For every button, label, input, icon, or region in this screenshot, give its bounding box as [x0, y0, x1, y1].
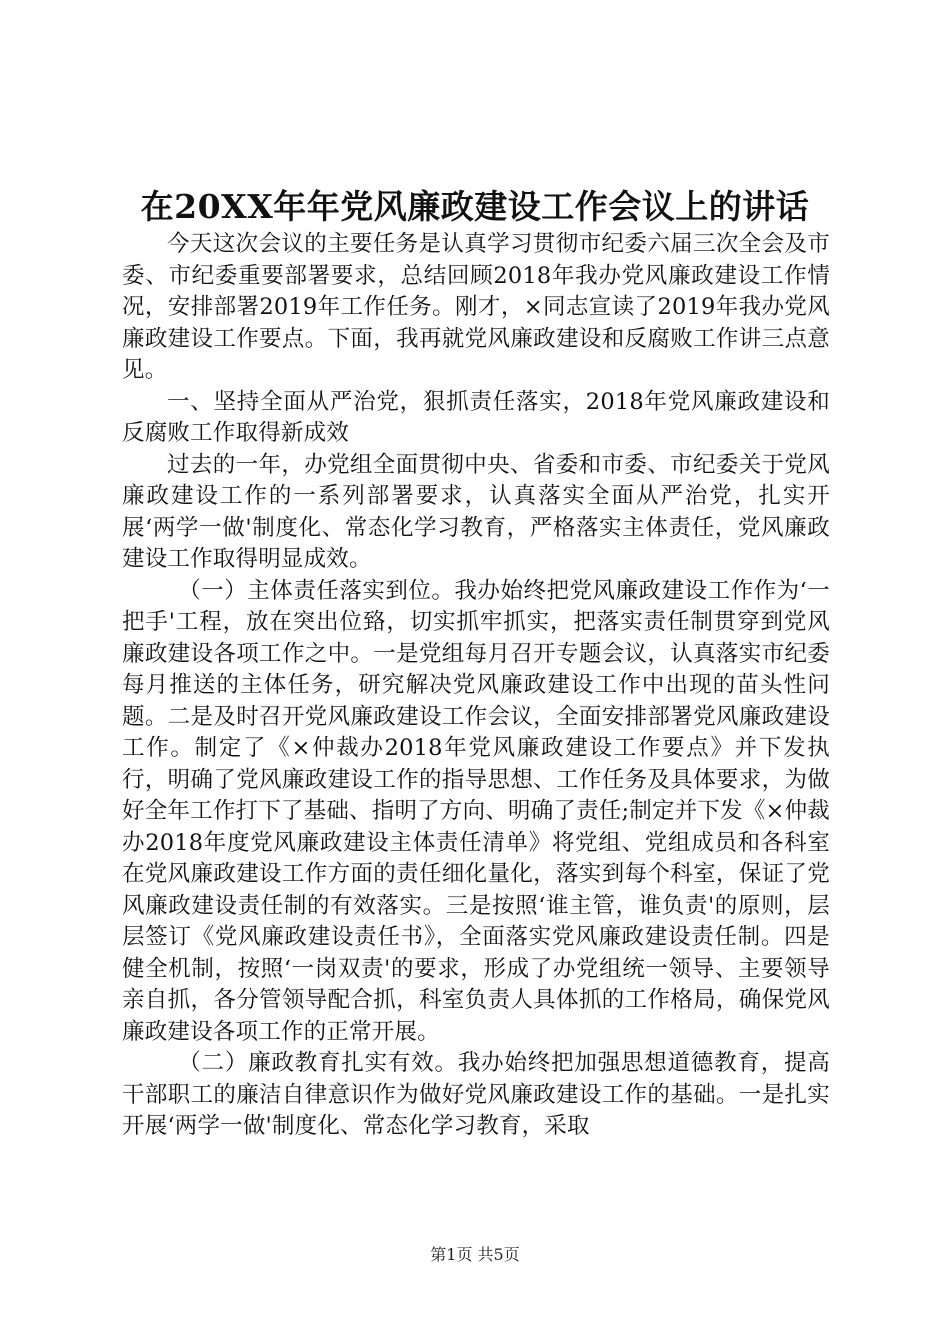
subsection-education: （二）廉政教育扎实有效。我办始终把加强思想道德教育，提高干部职工的廉洁自律意识作为做好党风廉政建设工作的基础。一是扎实开展‘两学一做'制度化、常态化学习教育，采取	[122, 1050, 830, 1139]
document-title: 在20XX年年党风廉政建设工作会议上的讲话	[140, 187, 810, 226]
subsection-responsibility: （一）主体责任落实到位。我办始终把党风廉政建设工作作为‘一把手'工程，放在突出位臵，切实抓牢抓实，把落实责任制贯穿到党风廉政建设各项工作之中。一是党组每月召开专题会议，认真落实市纪委每月推送的主体任务，研究解决党风廉政建设工作中出现的苗头性问题。二是及时召开党风廉政建设工作会议，全面安排部署党风廉政建设工作。制定了《×仲裁办2018年党风廉政建设工作要点》并下发执行，明确了党风廉政建设工作的指导思想、工作任务及具体要求，为做好全年工作打下了基础、指明了方向、明确了责任;制定并下发《×仲裁办2018年度党风廉政建设主体责任清单》将党组、党组成员和各科室在党风廉政建设工作方面的责任细化量化，落实到每个科室，保证了党风廉政建设责任制的有效落实。三是按照‘谁主管，谁负责'的原则，层层签订《党风廉政建设责任书》，全面落实党风廉政建设责任制。四是健全机制，按照‘一岗双责'的要求，形成了办党组统一领导、主要领导亲自抓，各分管领导配合抓，科室负责人具体抓的工作格局，确保党风廉政建设各项工作的正常开展。	[122, 577, 830, 1045]
document-body	[122, 229, 830, 1143]
page-number-footer: 第1页 共5页	[430, 1245, 520, 1264]
paragraph-review: 过去的一年，办党组全面贯彻中央、省委和市委、市纪委关于党风廉政建设工作的一系列部署要求，认真落实全面从严治党，扎实开展‘两学一做'制度化、常态化学习教育，严格落实主体责任，党风廉政建设工作取得明显成效。	[122, 451, 830, 572]
paragraph-intro: 今天这次会议的主要任务是认真学习贯彻市纪委六届三次全会及市委、市纪委重要部署要求，总结回顾2018年我办党风廉政建设工作情况，安排部署2019年工作任务。刚才，×同志宣读了2019年我办党风廉政建设工作要点。下面，我再就党风廉政建设和反腐败工作讲三点意见。	[122, 231, 830, 383]
section-heading-1: 一、坚持全面从严治党，狠抓责任落实，2018年党风廉政建设和反腐败工作取得新成效	[122, 388, 830, 446]
